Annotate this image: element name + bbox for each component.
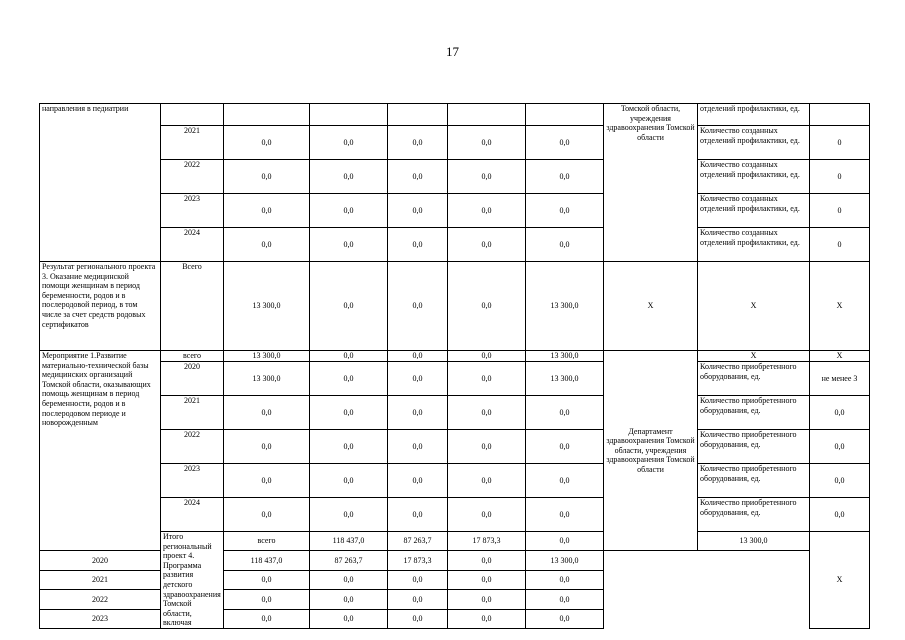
table-row xyxy=(40,351,870,362)
value-cell xyxy=(526,104,604,126)
indicator-cell: Количество созданных отделений профилактики, ед. xyxy=(698,228,810,262)
value-cell xyxy=(388,104,448,126)
value-cell: 0,0 xyxy=(310,609,388,628)
year-cell: Всего xyxy=(161,262,224,351)
value-cell: 0,0 xyxy=(448,228,526,262)
value-cell: 0,0 xyxy=(448,498,526,532)
value-cell: 0,0 xyxy=(448,126,526,160)
year-cell: 2022 xyxy=(161,160,224,194)
value-cell: 13 300,0 xyxy=(526,262,604,351)
executor-cell: Томской области, учреждения здравоохранения Томской области xyxy=(604,104,698,262)
value-cell: 13 300,0 xyxy=(224,351,310,362)
value-cell: 0,0 xyxy=(310,570,388,589)
value-cell: 13 300,0 xyxy=(698,532,810,551)
value-cell: 13 300,0 xyxy=(526,362,604,396)
value-cell: 0,0 xyxy=(526,498,604,532)
year-cell: всего xyxy=(224,532,310,551)
value-cell: 0,0 xyxy=(526,228,604,262)
value-cell: 87 263,7 xyxy=(310,551,388,570)
value-cell: 0,0 xyxy=(448,609,526,628)
value-cell: 0,0 xyxy=(526,532,604,551)
value-cell: 0,0 xyxy=(526,430,604,464)
value-cell: 0,0 xyxy=(224,464,310,498)
indicator-value-cell: Х xyxy=(810,351,870,362)
value-cell: 17 873,3 xyxy=(388,551,448,570)
value-cell: 0,0 xyxy=(310,126,388,160)
value-cell: 0,0 xyxy=(224,590,310,609)
indicator-cell: Количество приобретенного оборудования, ед. xyxy=(698,362,810,396)
value-cell: 0,0 xyxy=(526,609,604,628)
value-cell: 0,0 xyxy=(388,126,448,160)
value-cell xyxy=(224,104,310,126)
value-cell: 0,0 xyxy=(224,160,310,194)
table-row xyxy=(40,194,870,228)
value-cell: 0,0 xyxy=(224,194,310,228)
indicator-cell: отделений профилактики, ед. xyxy=(698,104,810,126)
indicator-cell: Количество созданных отделений профилактики, ед. xyxy=(698,194,810,228)
executor-cell: Х xyxy=(604,262,698,351)
year-cell: 2023 xyxy=(40,609,161,628)
year-cell: 2021 xyxy=(161,126,224,160)
value-cell: 0,0 xyxy=(310,194,388,228)
value-cell: 0,0 xyxy=(310,590,388,609)
value-cell: 0,0 xyxy=(388,430,448,464)
table-row xyxy=(40,464,870,498)
value-cell: 0,0 xyxy=(310,362,388,396)
value-cell: 0,0 xyxy=(224,570,310,589)
table-row xyxy=(40,396,870,430)
indicator-cell: Количество приобретенного оборудования, ед. xyxy=(698,430,810,464)
value-cell: 0,0 xyxy=(388,160,448,194)
value-cell: 0,0 xyxy=(310,396,388,430)
value-cell: 0,0 xyxy=(448,160,526,194)
indicator-value-cell: 0,0 xyxy=(810,430,870,464)
value-cell: 0,0 xyxy=(448,362,526,396)
value-cell: 87 263,7 xyxy=(388,532,448,551)
year-cell: всего xyxy=(161,351,224,362)
value-cell: 0,0 xyxy=(448,464,526,498)
financing-table xyxy=(39,103,870,629)
value-cell: 0,0 xyxy=(310,464,388,498)
total-cell: Итого региональный проект 4. Программа развития детского здравоохранения Томской области, включая xyxy=(161,532,224,629)
value-cell: 0,0 xyxy=(448,590,526,609)
value-cell: 0,0 xyxy=(388,362,448,396)
year-cell: 2024 xyxy=(161,228,224,262)
table-row xyxy=(40,262,870,351)
value-cell: 0,0 xyxy=(526,396,604,430)
executor-cell: Х xyxy=(810,532,870,629)
value-cell: 0,0 xyxy=(388,609,448,628)
value-cell: 0,0 xyxy=(388,228,448,262)
indicator-cell: Количество созданных отделений профилактики, ед. xyxy=(698,126,810,160)
year-cell: 2021 xyxy=(161,396,224,430)
table-row xyxy=(40,228,870,262)
table-row xyxy=(40,160,870,194)
indicator-value-cell: 0,0 xyxy=(810,396,870,430)
year-cell: 2023 xyxy=(161,464,224,498)
indicator-cell: Количество приобретенного оборудования, ед. xyxy=(698,396,810,430)
table-row xyxy=(40,362,870,396)
value-cell: 13 300,0 xyxy=(224,362,310,396)
value-cell: 0,0 xyxy=(224,498,310,532)
year-cell: 2022 xyxy=(161,430,224,464)
page-number: 17 xyxy=(446,44,459,59)
value-cell: 0,0 xyxy=(388,396,448,430)
value-cell: 0,0 xyxy=(224,396,310,430)
value-cell: 0,0 xyxy=(526,160,604,194)
year-cell: 2020 xyxy=(161,362,224,396)
table-row xyxy=(40,104,870,126)
value-cell: 0,0 xyxy=(388,464,448,498)
value-cell: 0,0 xyxy=(448,262,526,351)
indicator-value-cell: не менее 3 xyxy=(810,362,870,396)
value-cell: 0,0 xyxy=(448,551,526,570)
value-cell: 0,0 xyxy=(224,228,310,262)
value-cell: 0,0 xyxy=(448,396,526,430)
indicator-value-cell: 0 xyxy=(810,194,870,228)
value-cell: 0,0 xyxy=(388,570,448,589)
value-cell: 0,0 xyxy=(310,228,388,262)
value-cell: 0,0 xyxy=(526,590,604,609)
executor-cell: Департамент здравоохранения Томской области, учреждения здравоохранения Томской области xyxy=(604,351,698,551)
value-cell: 0,0 xyxy=(388,351,448,362)
value-cell: 0,0 xyxy=(310,262,388,351)
value-cell: 0,0 xyxy=(388,498,448,532)
value-cell: 118 437,0 xyxy=(224,551,310,570)
indicator-cell: Х xyxy=(698,351,810,362)
value-cell: 13 300,0 xyxy=(526,351,604,362)
task-cell: направления в педиатрии xyxy=(40,104,161,262)
value-cell: 0,0 xyxy=(448,570,526,589)
activity-cell: Мероприятие 1.Развитие материально-технической базы медицинских организаций Томской области, оказывающих помощь женщинам в период беременности, родов и в послеродовом периоде и новорожденным xyxy=(40,351,161,551)
year-cell: 2021 xyxy=(40,570,161,589)
indicator-cell: Количество созданных отделений профилактики, ед. xyxy=(698,160,810,194)
value-cell: 0,0 xyxy=(224,430,310,464)
value-cell: 17 873,3 xyxy=(448,532,526,551)
value-cell: 0,0 xyxy=(526,570,604,589)
value-cell: 0,0 xyxy=(388,262,448,351)
year-cell: 2024 xyxy=(161,498,224,532)
year-cell: 2022 xyxy=(40,590,161,609)
table-row xyxy=(40,498,870,532)
value-cell: 0,0 xyxy=(310,430,388,464)
value-cell: 0,0 xyxy=(526,126,604,160)
result-cell: Результат регионального проекта 3. Оказание медицинской помощи женщинам в период беременности, родов и в послеродовой период, в том числе за счет средств родовых сертификатов xyxy=(40,262,161,351)
year-cell: 2020 xyxy=(40,551,161,570)
indicator-value-cell: 0 xyxy=(810,228,870,262)
indicator-value-cell: 0 xyxy=(810,160,870,194)
value-cell: 0,0 xyxy=(448,194,526,228)
indicator-value-cell: 0 xyxy=(810,126,870,160)
table-row xyxy=(40,532,870,551)
value-cell: 118 437,0 xyxy=(310,532,388,551)
indicator-cell: Количество приобретенного оборудования, ед. xyxy=(698,498,810,532)
value-cell: 0,0 xyxy=(448,351,526,362)
indicator-cell: Количество приобретенного оборудования, ед. xyxy=(698,464,810,498)
table-body xyxy=(40,104,870,629)
value-cell: 0,0 xyxy=(310,351,388,362)
value-cell: 0,0 xyxy=(224,126,310,160)
year-cell xyxy=(161,104,224,126)
value-cell xyxy=(448,104,526,126)
value-cell: 13 300,0 xyxy=(224,262,310,351)
indicator-value-cell: 0,0 xyxy=(810,498,870,532)
value-cell: 0,0 xyxy=(526,194,604,228)
value-cell: 0,0 xyxy=(448,430,526,464)
table-row xyxy=(40,126,870,160)
value-cell: 0,0 xyxy=(224,609,310,628)
indicator-cell: Х xyxy=(698,262,810,351)
indicator-value-cell: Х xyxy=(810,262,870,351)
value-cell: 0,0 xyxy=(310,498,388,532)
value-cell xyxy=(310,104,388,126)
table-row xyxy=(40,430,870,464)
value-cell: 0,0 xyxy=(526,464,604,498)
indicator-value-cell: 0,0 xyxy=(810,464,870,498)
indicator-value-cell xyxy=(810,104,870,126)
value-cell: 0,0 xyxy=(388,194,448,228)
value-cell: 0,0 xyxy=(310,160,388,194)
value-cell: 13 300,0 xyxy=(526,551,604,570)
year-cell: 2023 xyxy=(161,194,224,228)
value-cell: 0,0 xyxy=(388,590,448,609)
